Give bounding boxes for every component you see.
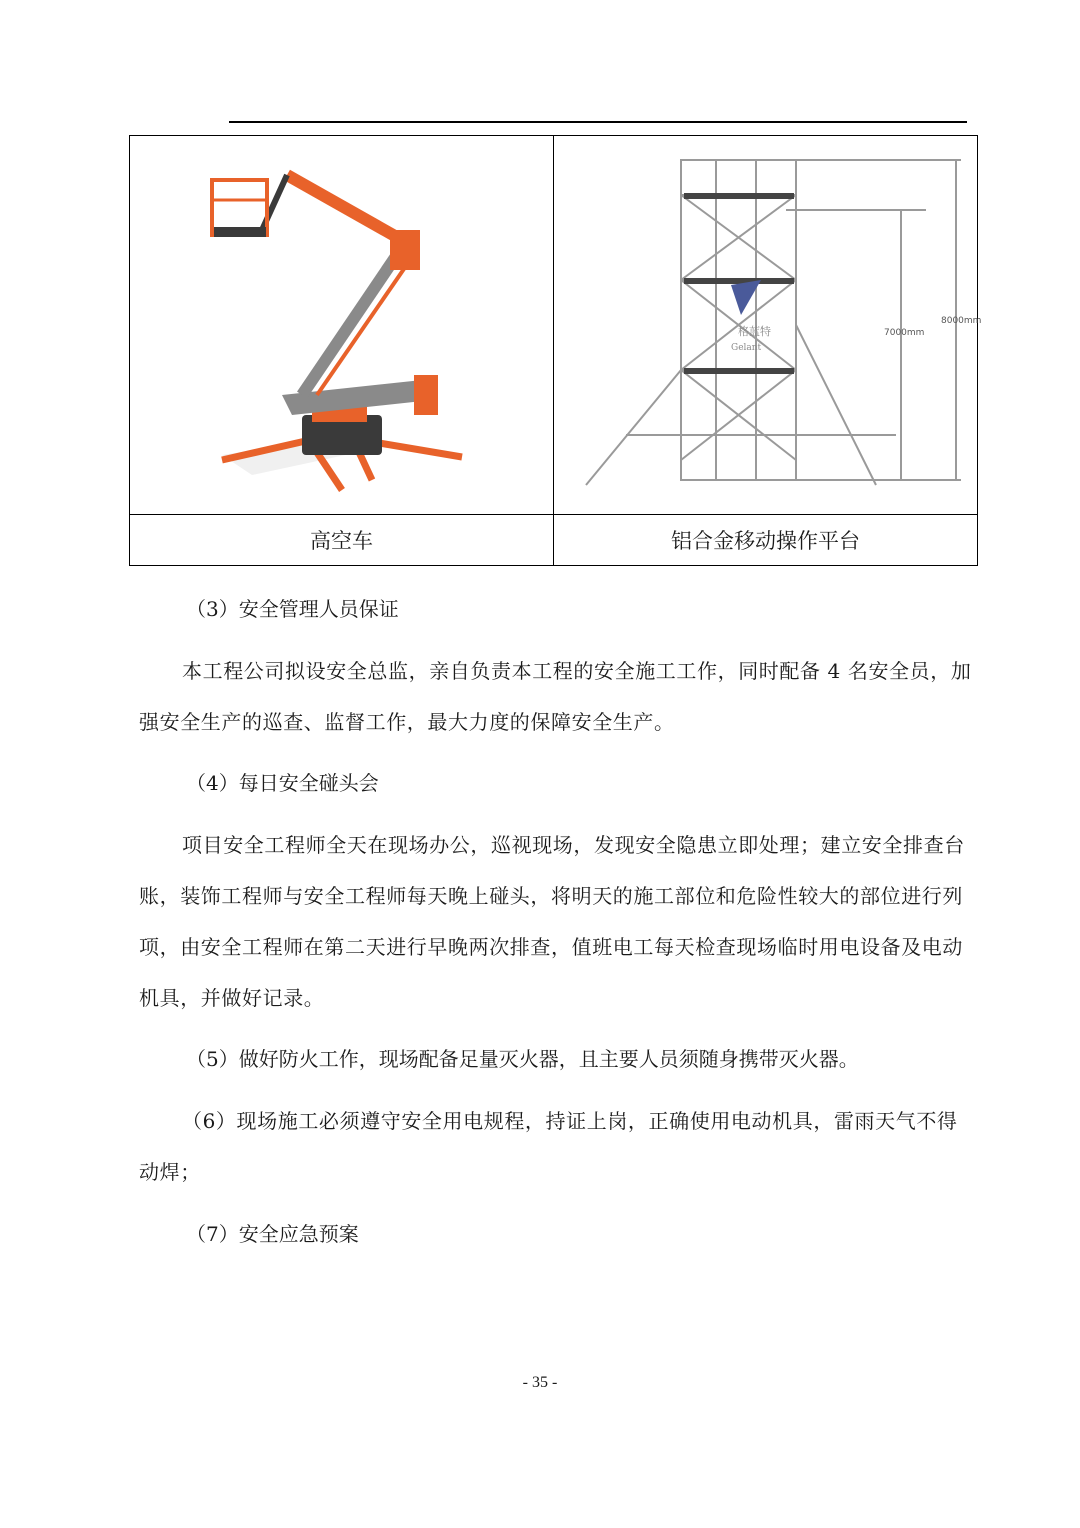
- heading-s4: （4）每日安全碰头会: [186, 771, 379, 795]
- caption-aluminum-platform: 铝合金移动操作平台: [554, 515, 978, 566]
- header-rule: [229, 121, 967, 123]
- logo-name-en: Gelant: [730, 343, 761, 353]
- figure-cell-aluminum-platform: [554, 136, 981, 515]
- paragraph-s3: 本工程公司拟设安全总监，亲自负责本工程的安全施工工作，同时配备 4 名安全员，加强安全生产的巡查、监督工作，最大力度的保障安全生产。: [139, 659, 972, 734]
- dim-7000-label: 7000mm: [883, 328, 924, 338]
- figure-table: [129, 135, 981, 566]
- aluminum-platform-illustration: [566, 145, 981, 505]
- paragraph-s6: （6）现场施工必须遵守安全用电规程，持证上岗，正确使用电动机具，雷雨天气不得动焊；: [139, 1109, 958, 1184]
- paragraph-s4: 项目安全工程师全天在现场办公，巡视现场，发现安全隐患立即处理；建立安全排查台账，装饰工程师与安全工程师每天晚上碰头，将明天的施工部位和危险性较大的部位进行列项，由安全工程师在第二天进行早晚两次排查，值班电工每天检查现场临时用电设备及电动机具，并做好记录。: [139, 833, 965, 1010]
- heading-s7: （7）安全应急预案: [186, 1222, 359, 1246]
- heading-s5: （5）做好防火工作，现场配备足量灭火器，且主要人员须随身携带灭火器。: [186, 1047, 859, 1071]
- dim-8000-label: 8000mm: [940, 316, 981, 326]
- page-number: - 35 -: [522, 1374, 558, 1391]
- heading-s3: （3）安全管理人员保证: [186, 597, 399, 621]
- figure-cell-boom-lift: [130, 136, 554, 515]
- boom-lift-illustration: [192, 145, 492, 505]
- caption-boom-lift: 高空车: [130, 515, 554, 566]
- logo-name-cn: 格蓝特: [737, 325, 771, 338]
